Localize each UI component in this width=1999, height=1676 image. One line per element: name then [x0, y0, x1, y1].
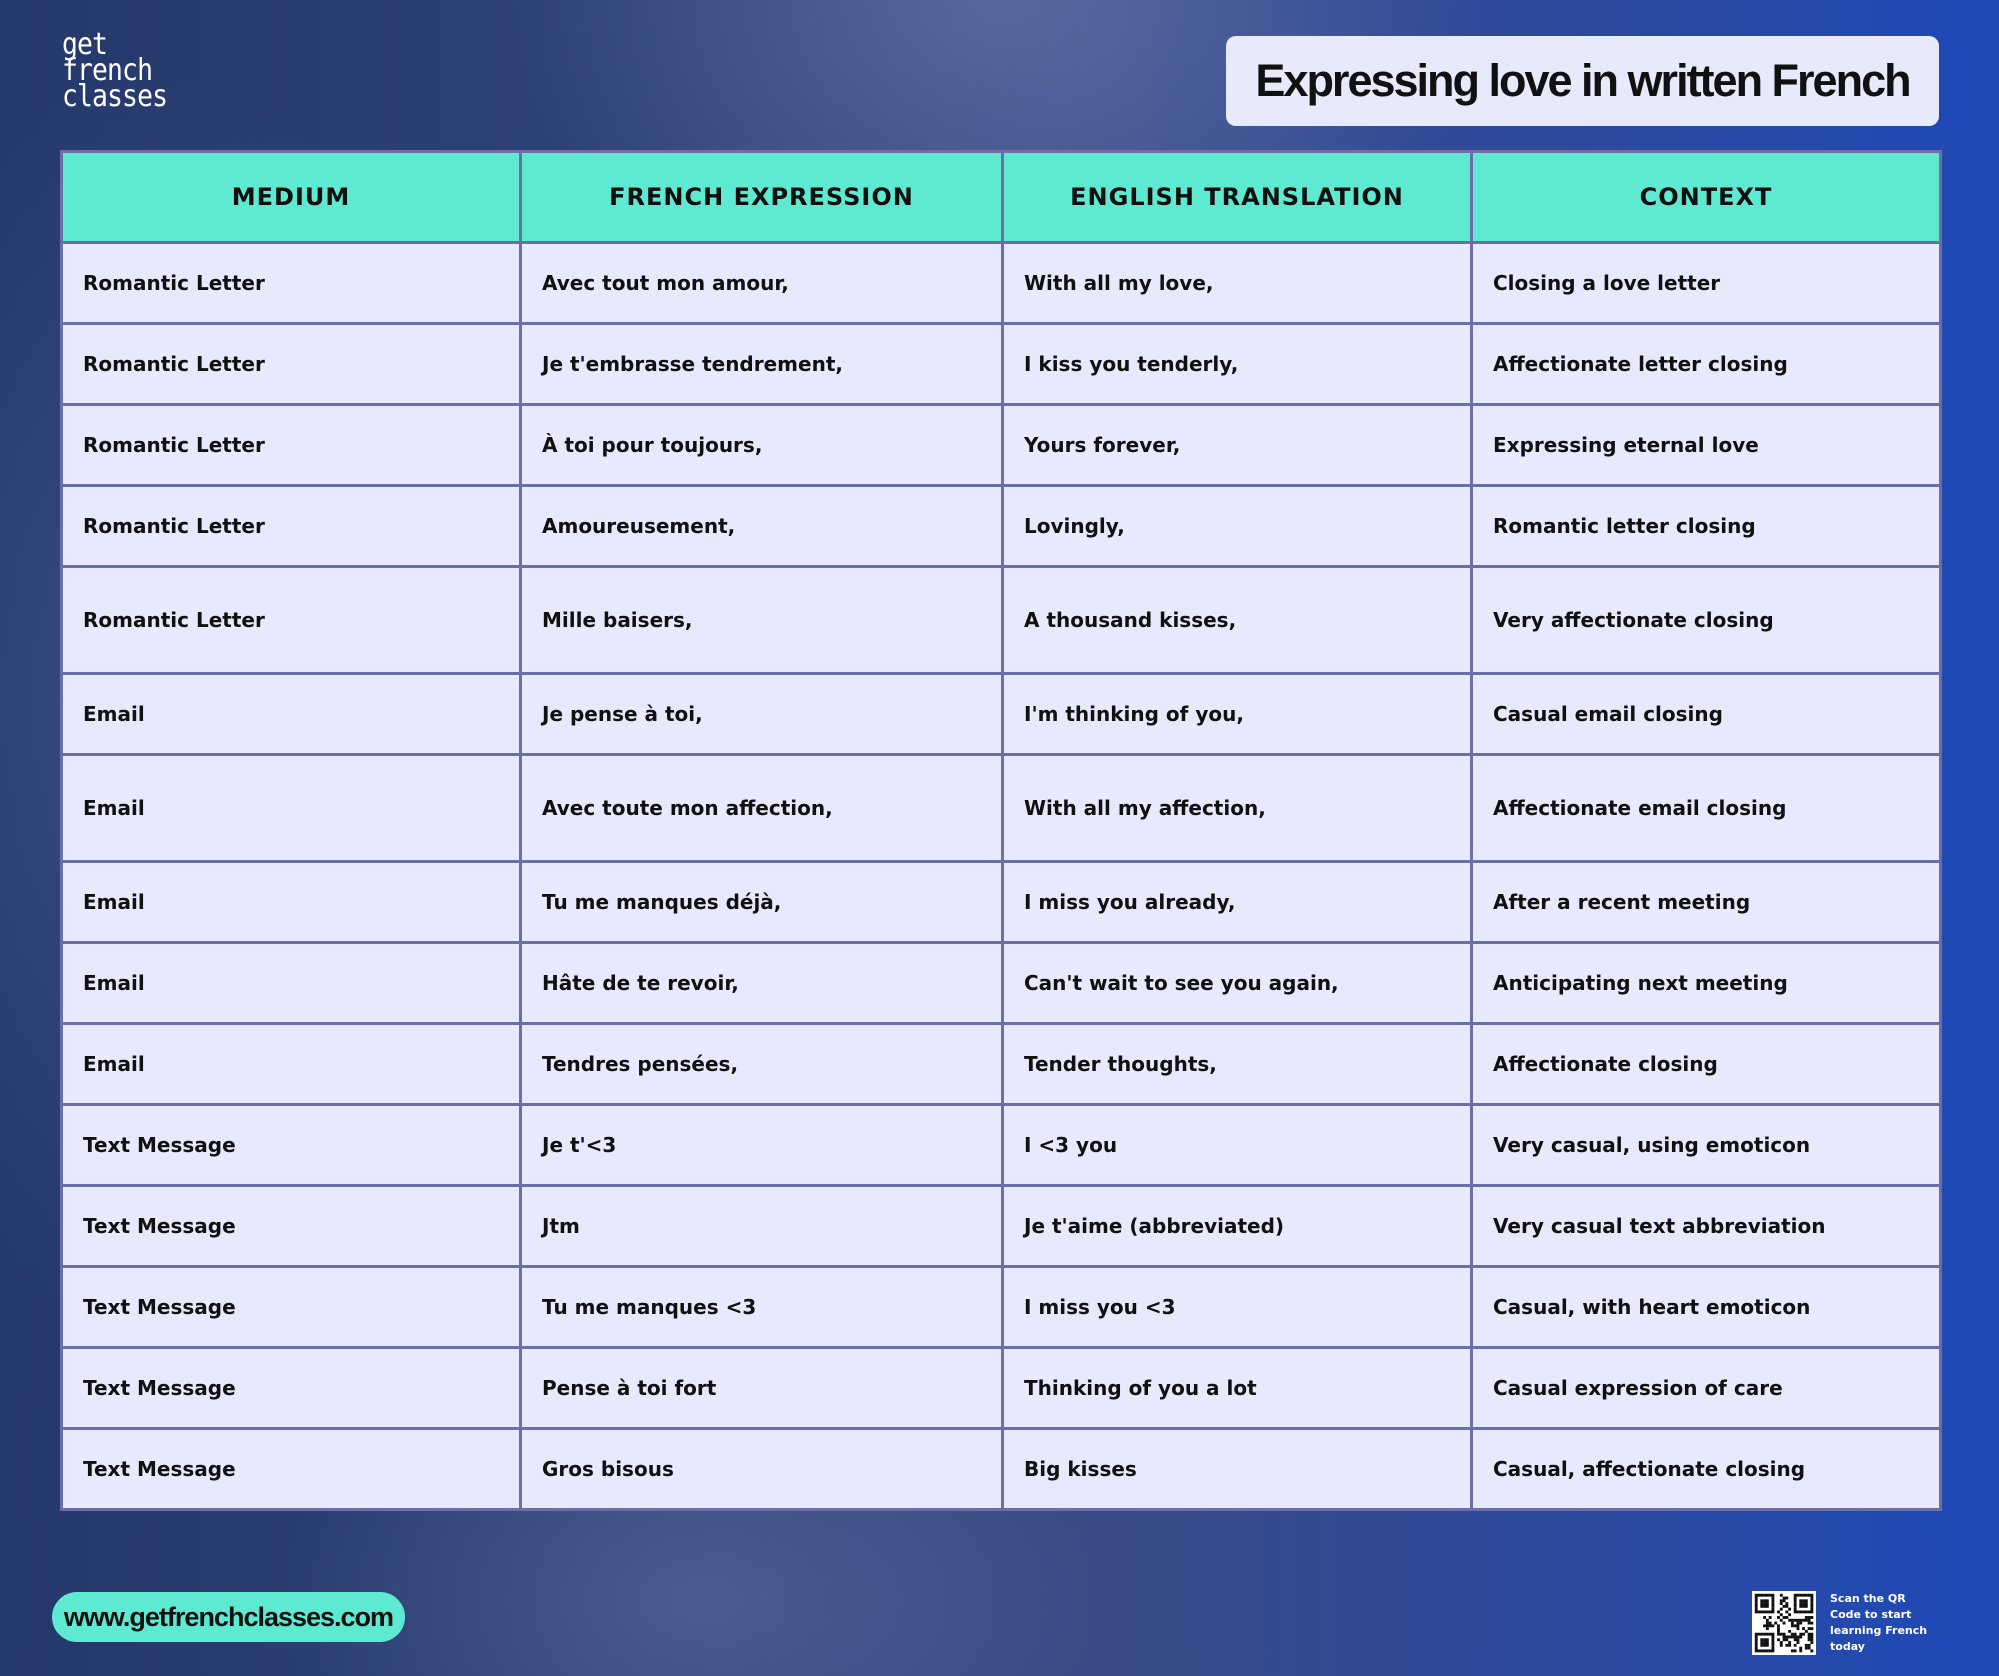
cell-context: Closing a love letter: [1472, 243, 1941, 324]
cell-medium: Text Message: [62, 1348, 521, 1429]
table-row: [62, 1105, 1941, 1186]
table-row: [62, 486, 1941, 567]
cell-french-expression: Jtm: [521, 1186, 1003, 1267]
cell-context: Casual email closing: [1472, 674, 1941, 755]
logo-line-french: french: [62, 53, 153, 88]
cell-english-translation: Lovingly,: [1003, 486, 1472, 567]
page-title: Expressing love in written French: [1255, 55, 1910, 106]
table-row: [62, 243, 1941, 324]
cell-medium: Email: [62, 674, 521, 755]
cell-context: Affectionate letter closing: [1472, 324, 1941, 405]
header-french-expression: FRENCH EXPRESSION: [521, 152, 1003, 243]
qr-caption: Scan the QR Code to start learning French today: [1830, 1592, 1928, 1653]
cell-french-expression: Avec toute mon affection,: [521, 755, 1003, 862]
cell-medium: Text Message: [62, 1267, 521, 1348]
header-medium: MEDIUM: [62, 152, 521, 243]
header-context: CONTEXT: [1472, 152, 1941, 243]
cell-medium: Text Message: [62, 1429, 521, 1510]
cell-french-expression: Hâte de te revoir,: [521, 943, 1003, 1024]
cell-english-translation: Je t'aime (abbreviated): [1003, 1186, 1472, 1267]
table-row: [62, 1186, 1941, 1267]
cell-french-expression: Tu me manques <3: [521, 1267, 1003, 1348]
cell-medium: Email: [62, 943, 521, 1024]
cell-context: Expressing eternal love: [1472, 405, 1941, 486]
cell-french-expression: Je pense à toi,: [521, 674, 1003, 755]
qr-code-icon[interactable]: [1752, 1591, 1816, 1655]
cell-english-translation: Yours forever,: [1003, 405, 1472, 486]
cell-context: Casual, with heart emoticon: [1472, 1267, 1941, 1348]
cell-english-translation: With all my love,: [1003, 243, 1472, 324]
table-row: [62, 324, 1941, 405]
cell-english-translation: Thinking of you a lot: [1003, 1348, 1472, 1429]
cell-french-expression: Pense à toi fort: [521, 1348, 1003, 1429]
cell-english-translation: I kiss you tenderly,: [1003, 324, 1472, 405]
table-row: [62, 567, 1941, 674]
table-row: [62, 1024, 1941, 1105]
cell-context: Very casual text abbreviation: [1472, 1186, 1941, 1267]
cell-medium: Romantic Letter: [62, 243, 521, 324]
cell-context: Very casual, using emoticon: [1472, 1105, 1941, 1186]
cell-context: Casual expression of care: [1472, 1348, 1941, 1429]
table-row: [62, 1348, 1941, 1429]
cell-context: Romantic letter closing: [1472, 486, 1941, 567]
cell-french-expression: À toi pour toujours,: [521, 405, 1003, 486]
cell-french-expression: Gros bisous: [521, 1429, 1003, 1510]
cell-french-expression: Mille baisers,: [521, 567, 1003, 674]
cell-medium: Romantic Letter: [62, 405, 521, 486]
expressions-table: [60, 150, 1942, 1511]
cell-medium: Romantic Letter: [62, 567, 521, 674]
cell-medium: Romantic Letter: [62, 324, 521, 405]
table-row: [62, 862, 1941, 943]
cell-context: Affectionate email closing: [1472, 755, 1941, 862]
table-body: [62, 243, 1941, 1510]
cell-french-expression: Tendres pensées,: [521, 1024, 1003, 1105]
cell-french-expression: Je t'<3: [521, 1105, 1003, 1186]
cell-english-translation: A thousand kisses,: [1003, 567, 1472, 674]
title-banner: [1226, 36, 1939, 126]
cell-english-translation: With all my affection,: [1003, 755, 1472, 862]
cell-medium: Romantic Letter: [62, 486, 521, 567]
cell-context: Very affectionate closing: [1472, 567, 1941, 674]
header-english-translation: ENGLISH TRANSLATION: [1003, 152, 1472, 243]
table-row: [62, 674, 1941, 755]
table-header-row: [62, 152, 1941, 243]
cell-french-expression: Tu me manques déjà,: [521, 862, 1003, 943]
table-row: [62, 1429, 1941, 1510]
cell-medium: Text Message: [62, 1186, 521, 1267]
table-row: [62, 943, 1941, 1024]
cell-french-expression: Amoureusement,: [521, 486, 1003, 567]
cell-context: Casual, affectionate closing: [1472, 1429, 1941, 1510]
cell-medium: Email: [62, 862, 521, 943]
cell-french-expression: Avec tout mon amour,: [521, 243, 1003, 324]
table-row: [62, 405, 1941, 486]
cell-context: Affectionate closing: [1472, 1024, 1941, 1105]
cell-english-translation: I <3 you: [1003, 1105, 1472, 1186]
cell-english-translation: I miss you already,: [1003, 862, 1472, 943]
brand-logo: [62, 27, 168, 114]
table-row: [62, 1267, 1941, 1348]
table-row: [62, 755, 1941, 862]
cell-medium: Text Message: [62, 1105, 521, 1186]
logo-line-get: get: [62, 27, 108, 62]
cell-english-translation: I miss you <3: [1003, 1267, 1472, 1348]
logo-line-classes: classes: [62, 79, 168, 114]
cell-medium: Email: [62, 755, 521, 862]
cell-medium: Email: [62, 1024, 521, 1105]
website-url-link[interactable]: www.getfrenchclasses.com: [52, 1592, 405, 1642]
cell-english-translation: I'm thinking of you,: [1003, 674, 1472, 755]
cell-english-translation: Big kisses: [1003, 1429, 1472, 1510]
cell-french-expression: Je t'embrasse tendrement,: [521, 324, 1003, 405]
cell-english-translation: Can't wait to see you again,: [1003, 943, 1472, 1024]
cell-context: Anticipating next meeting: [1472, 943, 1941, 1024]
cell-english-translation: Tender thoughts,: [1003, 1024, 1472, 1105]
cell-context: After a recent meeting: [1472, 862, 1941, 943]
